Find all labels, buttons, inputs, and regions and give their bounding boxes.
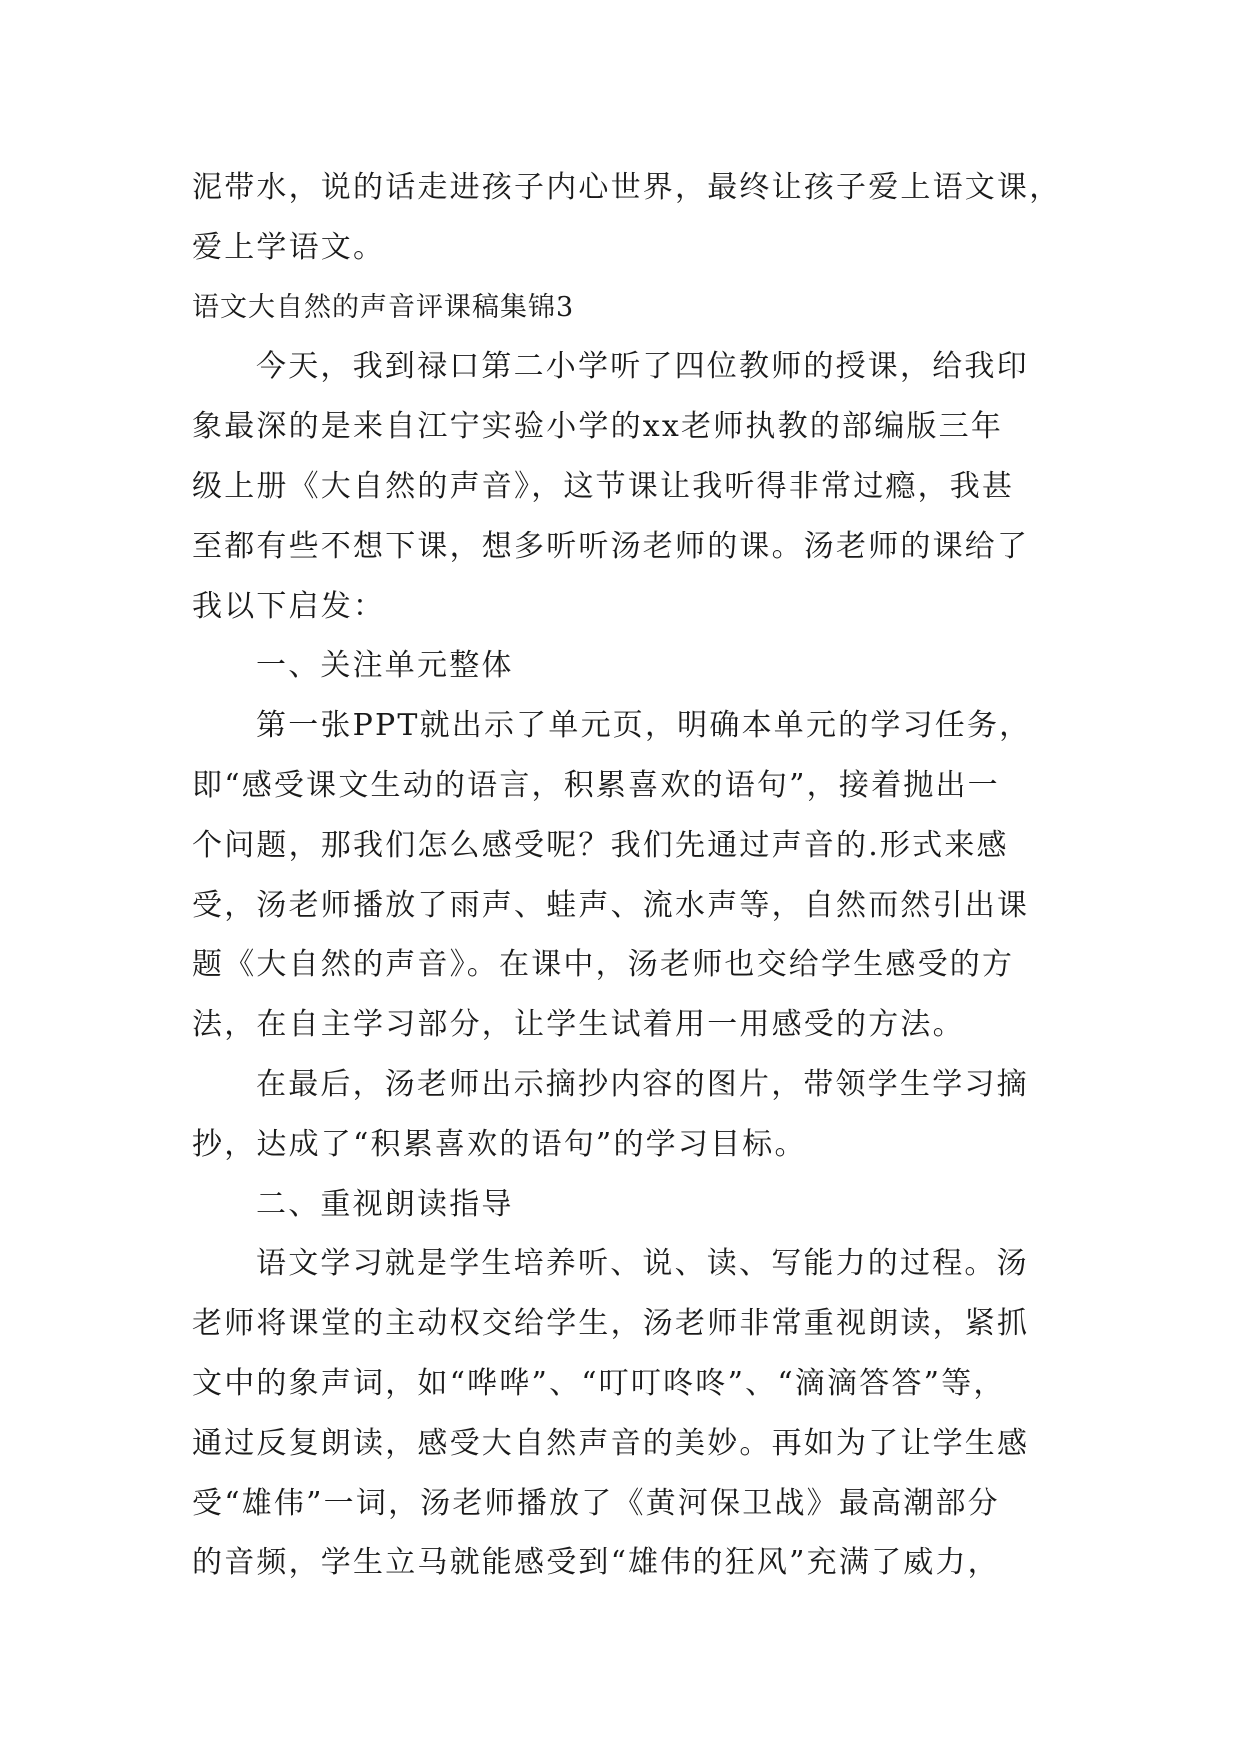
text-line: 今天，我到禄口第二小学听了四位教师的授课，给我印 [256, 349, 1029, 385]
text-line: 语文学习就是学生培养听、说、读、写能力的过程。汤 [256, 1246, 1029, 1282]
text-line: 爱上学语文。 [192, 229, 386, 265]
text-line: 象最深的是来自江宁实验小学的xx老师执教的部编版三年 [192, 409, 1004, 445]
document-body [192, 158, 1067, 1593]
text-line: 抄，达成了“积累喜欢的语句”的学习目标。 [192, 1126, 807, 1162]
text-line: 受，汤老师播放了雨声、蛙声、流水声等，自然而然引出课 [192, 887, 1030, 923]
text-line: 个问题，那我们怎么感受呢？我们先通过声音的.形式来感 [192, 827, 1009, 863]
text-line: 题《大自然的声音》。在课中，汤老师也交给学生感受的方 [192, 947, 1015, 983]
text-line: 的音频，学生立马就能感受到“雄伟的狂风”充满了威力， [192, 1545, 1000, 1581]
subheading: 一、关注单元整体 [256, 648, 514, 684]
text-line: 即“感受课文生动的语言，积累喜欢的语句”，接着抛出一 [192, 767, 1000, 803]
text-line: 泥带水，说的话走进孩子内心世界，最终让孩子爱上语文课， [192, 170, 1062, 205]
section-title: 语文大自然的声音评课稿集锦3 [192, 291, 575, 323]
text-line: 至都有些不想下课，想多听听汤老师的课。汤老师的课给了 [192, 528, 1030, 564]
text-line: 文中的象声词，如“哗哗”、“叮叮咚咚”、“滴滴答答”等， [192, 1365, 1006, 1401]
text-line: 级上册《大自然的声音》，这节课让我听得非常过瘾，我甚 [192, 468, 1015, 504]
text-line: 第一张PPT就出示了单元页，明确本单元的学习任务， [256, 708, 1032, 744]
text-line: 法，在自主学习部分，让学生试着用一用感受的方法。 [192, 1007, 965, 1043]
subheading: 二、重视朗读指导 [256, 1186, 514, 1222]
text-line: 通过反复朗读，感受大自然声音的美妙。再如为了让学生感 [192, 1425, 1030, 1461]
text-line: 老师将课堂的主动权交给学生，汤老师非常重视朗读，紧抓 [192, 1306, 1030, 1342]
text-line: 受“雄伟”一词，汤老师播放了《黄河保卫战》最高潮部分 [192, 1485, 1000, 1521]
text-line: 在最后，汤老师出示摘抄内容的图片，带领学生学习摘 [256, 1066, 1029, 1102]
text-line: 我以下启发： [192, 588, 386, 624]
